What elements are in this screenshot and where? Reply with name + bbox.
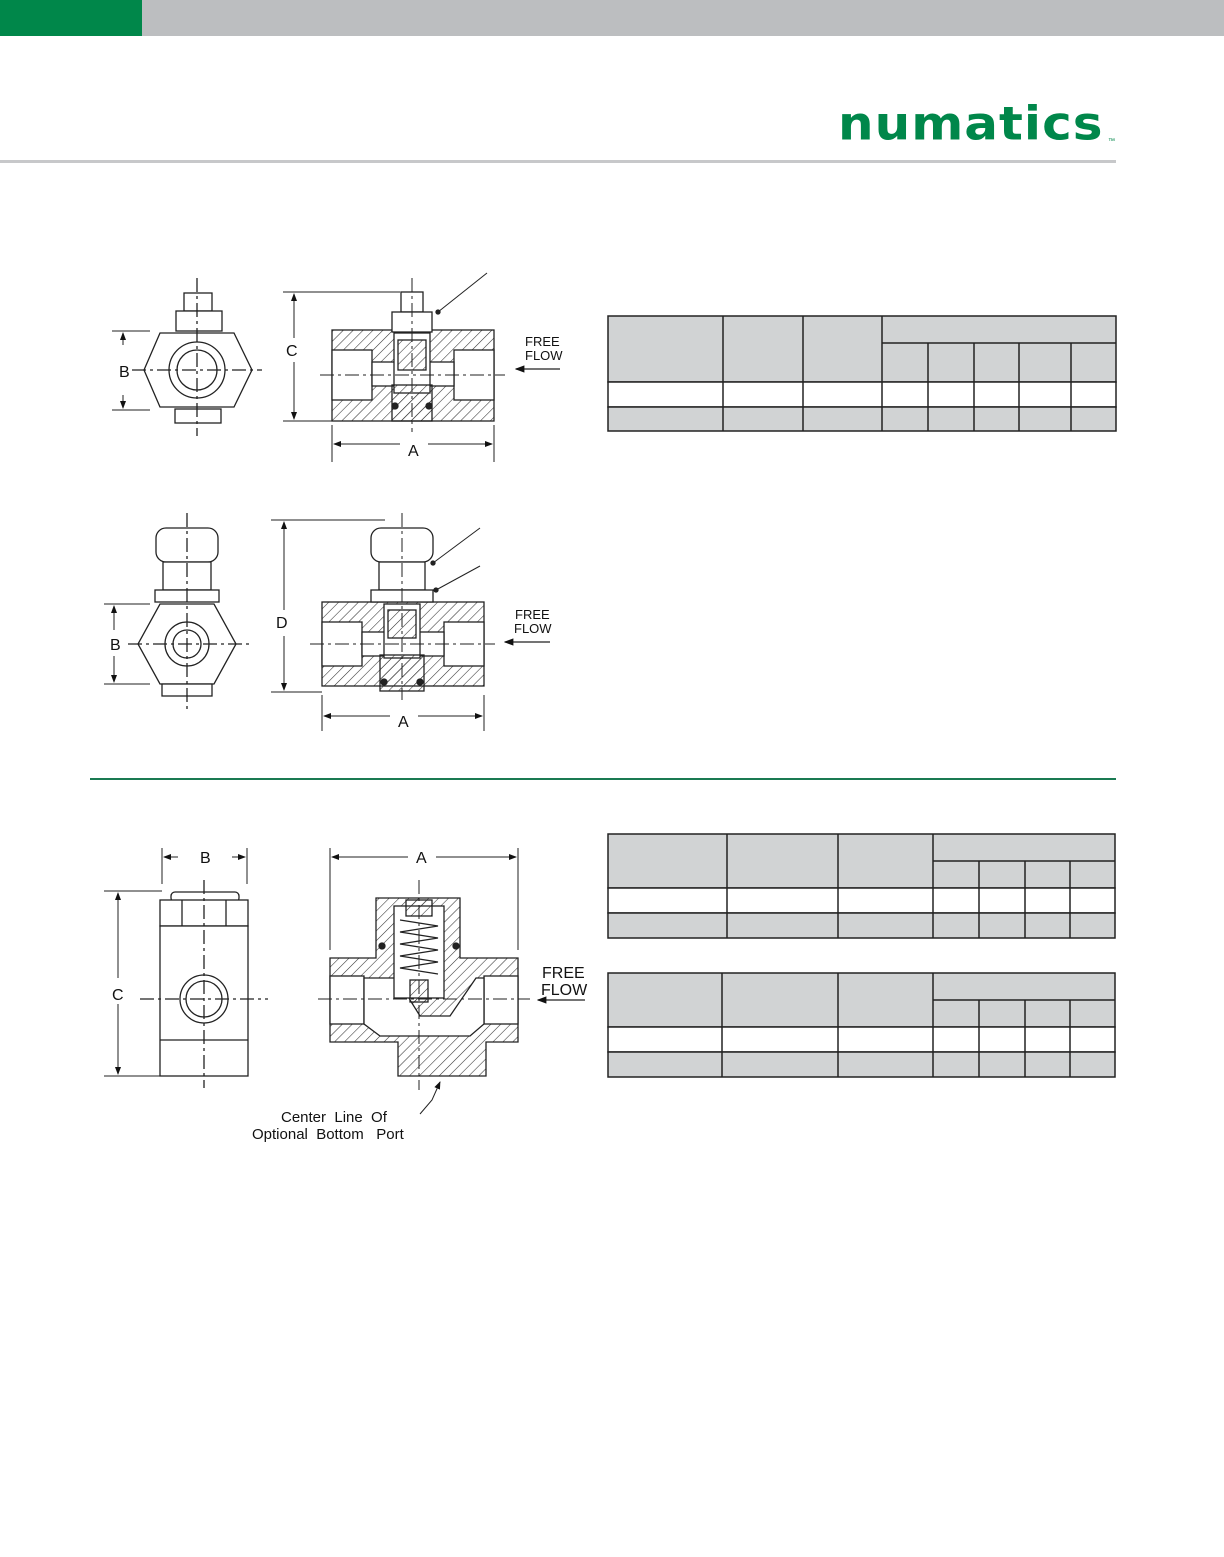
drawing1-label-b: B	[119, 364, 130, 381]
logo-wordmark: numatics	[838, 97, 1104, 151]
drawing2-label-d: D	[276, 615, 288, 632]
drawing1-label-c: C	[286, 343, 298, 360]
logo-trademark: ™	[1108, 138, 1115, 145]
table1	[608, 316, 1116, 431]
drawing3-side-view	[104, 848, 268, 1088]
drawing1-section-view	[283, 273, 560, 462]
drawing3-callout-line1: Center Line Of	[281, 1109, 387, 1126]
drawing3-label-c: C	[112, 987, 124, 1004]
drawing2-label-b: B	[110, 637, 121, 654]
drawing3-label-a: A	[416, 850, 427, 867]
section-divider	[90, 778, 1116, 780]
drawing3-callout-line2: Optional Bottom Port	[252, 1126, 404, 1143]
drawing1-end-view	[112, 278, 262, 436]
drawing1-label-a: A	[408, 443, 419, 460]
drawing2-section-view	[271, 513, 550, 731]
drawing2-end-view	[104, 513, 250, 710]
drawing2-flow-line1: FREE	[515, 607, 550, 622]
drawing1-flow-line1: FREE	[525, 334, 560, 349]
table3	[608, 973, 1115, 1077]
drawing3-label-b: B	[200, 850, 211, 867]
drawing3-flow-line1: FREE	[542, 965, 585, 982]
drawing2-flow-line2: FLOW	[514, 621, 552, 636]
drawing2-label-a: A	[398, 714, 409, 731]
drawing3-flow-line2: FLOW	[541, 982, 588, 999]
drawing1-flow-line2: FLOW	[525, 348, 563, 363]
table2	[608, 834, 1115, 938]
